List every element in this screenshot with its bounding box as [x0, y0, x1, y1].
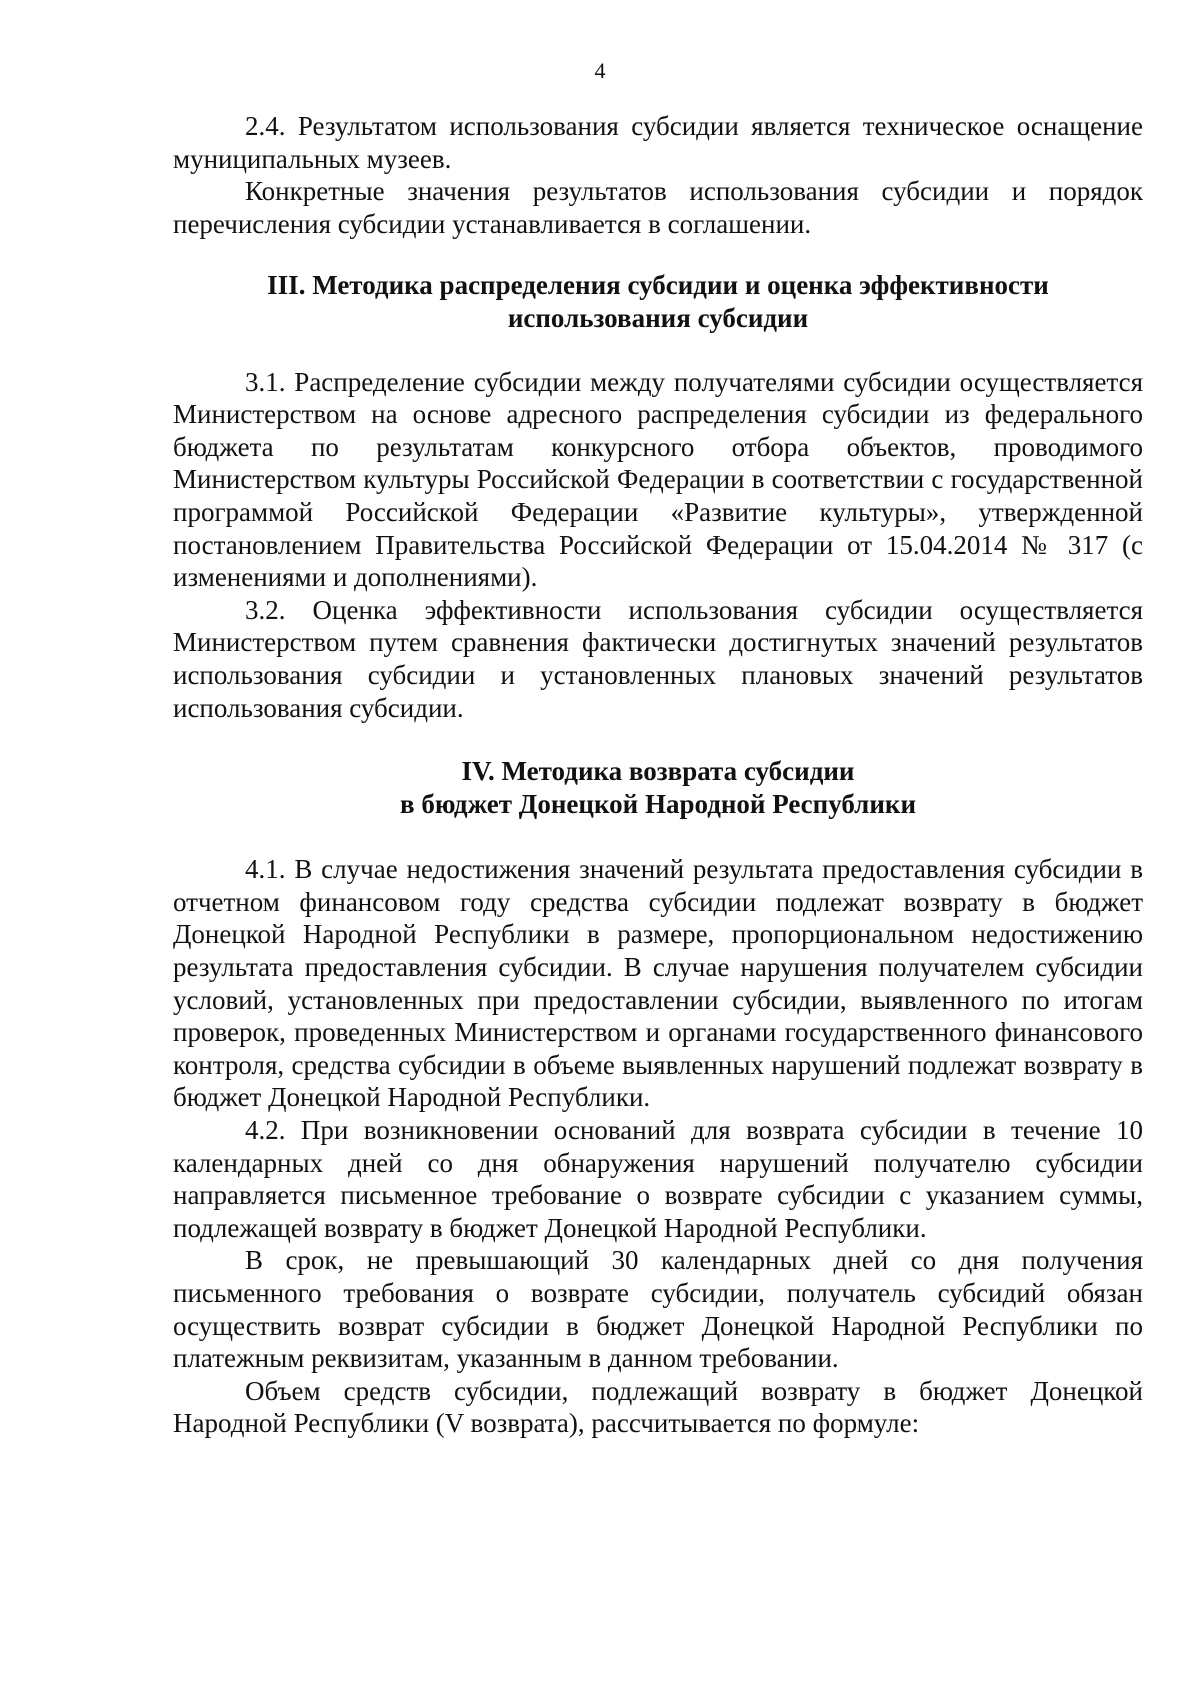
section-3-heading-line-2: использования субсидии: [507, 302, 809, 333]
page-number: 4: [594, 58, 606, 83]
paragraph-results-values: Конкретные значения результатов использования субсидии и порядок перечисления субсидии устанавливается в соглашении.: [173, 176, 1143, 239]
paragraph-3-1: 3.1. Распределение субсидии между получателями субсидии осуществляется Министерством на основе адресного распределения субсидии из федерального бюджета по результатам конкурсного отбора объектов, проводимого Министерством культуры Российской Федерации в соответствии с государственной программой Российской Федерации «Развитие культуры», утвержденной постановлением Правительства Российской Федерации от 15.04.2014 № 317 (с изменениями и дополнениями).: [173, 366, 1143, 593]
paragraph-4-2: 4.2. При возникновении оснований для возврата субсидии в течение 10 календарных дней со дня обнаружения нарушений получателю субсидии направляется письменное требование о возврате субсидии с указанием суммы, подлежащей возврату в бюджет Донецкой Народной Республики.: [173, 1115, 1143, 1243]
section-4-heading-line-1: IV. Методика возврата субсидии: [461, 756, 855, 787]
section-3-heading-line-1: III. Методика распределения субсидии и оценка эффективности: [267, 270, 1049, 301]
section-3-heading: [173, 269, 1143, 334]
paragraph-return-formula: Объем средств субсидии, подлежащий возврату в бюджет Донецкой Народной Республики (V возврата), рассчитывается по формуле:: [173, 1375, 1143, 1439]
paragraph-return-deadline: В срок, не превышающий 30 календарных дней со дня получения письменного требования о возврате субсидии, получатель субсидий обязан осуществить возврат субсидии в бюджет Донецкой Народной Республики по платежным реквизитам, указанным в данном требовании.: [173, 1245, 1143, 1374]
section-4-heading-line-2: в бюджет Донецкой Народной Республики: [399, 788, 917, 819]
paragraph-2-4: 2.4. Результатом использования субсидии является техническое оснащение муниципальных музеев.: [173, 111, 1143, 174]
paragraph-4-1: 4.1. В случае недостижения значений результата предоставления субсидии в отчетном финансовом году средства субсидии подлежат возврату в бюджет Донецкой Народной Республики в размере, пропорциональном недостижению результата предоставления субсидии. В случае нарушения получателем субсидии условий, установленных при предоставлении субсидии, выявленного по итогам проверок, проведенных Министерством и органами государственного финансового контроля, средства субсидии в объеме выявленных нарушений подлежат возврату в бюджет Донецкой Народной Республики.: [173, 854, 1143, 1113]
document-body: [173, 110, 1143, 1440]
paragraph-3-2: 3.2. Оценка эффективности использования субсидии осуществляется Министерством путем сравнения фактически достигнутых значений результатов использования субсидии и установленных плановых значений результатов использования субсидии.: [173, 594, 1143, 723]
section-4-heading: [173, 755, 1143, 820]
